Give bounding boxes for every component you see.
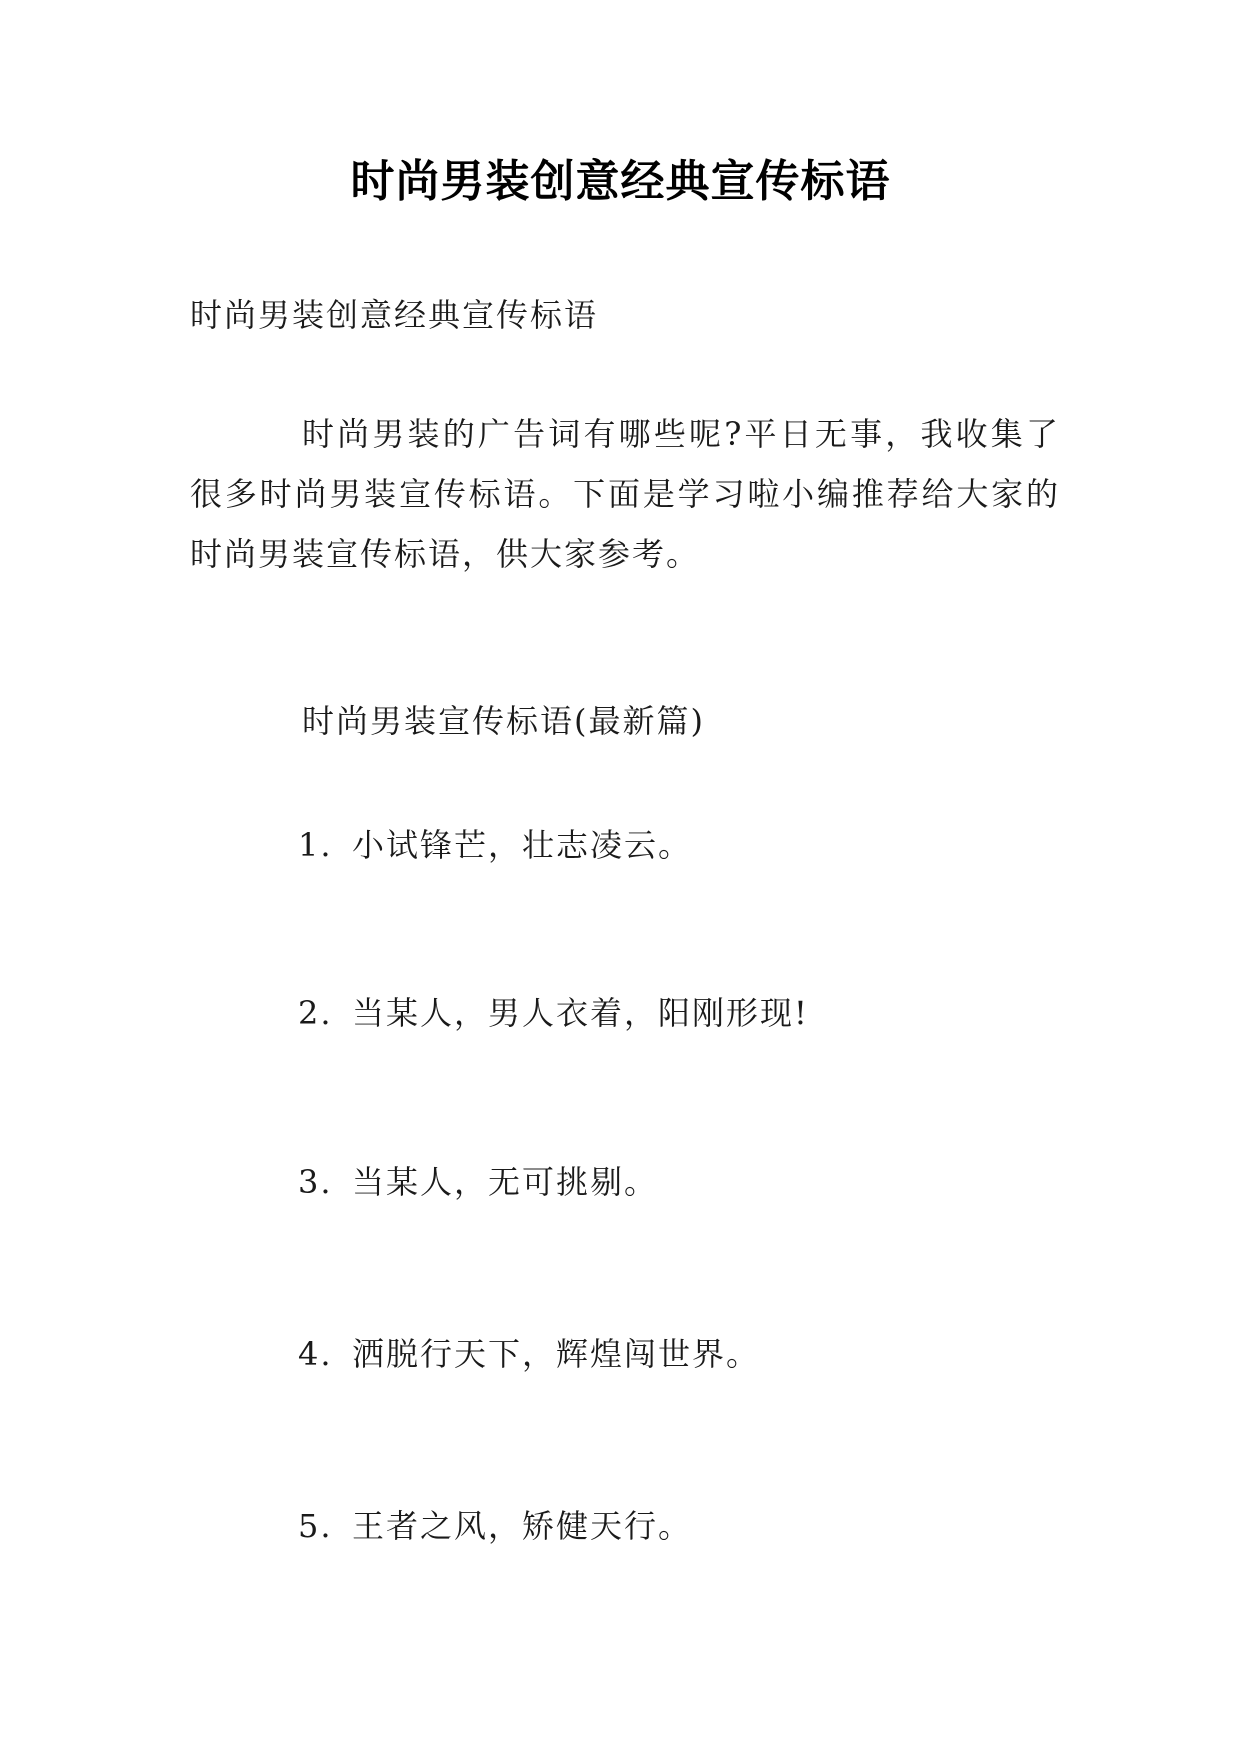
slogan-number: 5. [298,1507,333,1545]
slogan-item [298,822,692,868]
document-title: 时尚男装创意经典宣传标语 [350,156,891,207]
slogan-text: 当某人，无可挑剔。 [352,1163,659,1201]
slogan-number: 2. [298,994,333,1032]
slogan-text: 洒脱行天下，辉煌闯世界。 [352,1335,761,1373]
slogan-text: 小试锋芒，壮志凌云。 [352,826,693,864]
slogan-item [298,1503,692,1549]
slogan-number: 1. [298,826,333,864]
slogan-text: 当某人，男人衣着，阳刚形现! [352,994,809,1032]
slogan-item [298,1159,658,1205]
intro-paragraph: 时尚男装的广告词有哪些呢?平日无事，我收集了很多时尚男装宣传标语。下面是学习啦小编推荐给大家的时尚男装宣传标语，供大家参考。 [190,415,1060,573]
slogan-item [298,1331,760,1377]
slogan-number: 4. [298,1335,333,1373]
slogan-number: 3. [298,1163,333,1201]
slogan-item [298,990,809,1036]
section-heading: 时尚男装宣传标语(最新篇) [302,702,705,740]
slogan-text: 王者之风，矫健天行。 [352,1507,693,1545]
document-subtitle: 时尚男装创意经典宣传标语 [190,296,599,334]
